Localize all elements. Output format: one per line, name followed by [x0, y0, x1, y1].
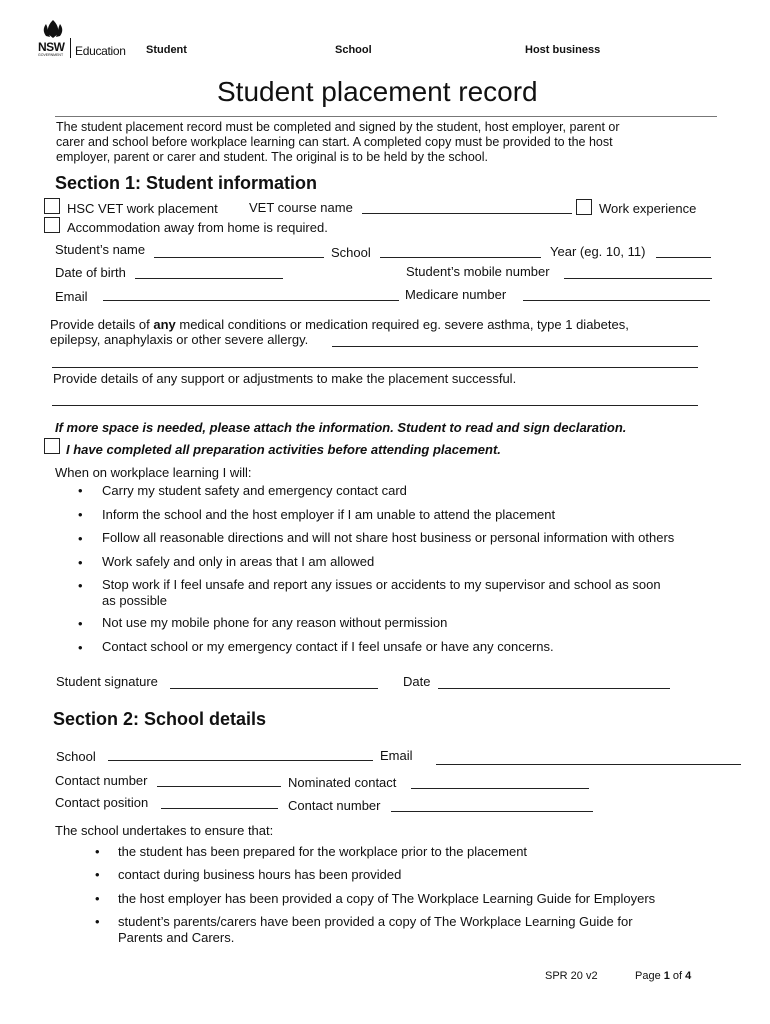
year-field[interactable] [656, 257, 711, 258]
list-item: Carry my student safety and emergency contact card [102, 483, 407, 498]
intro-line-2: carer and school before workplace learning can start. A completed copy must be provided to the host [56, 135, 613, 149]
bullet-icon: • [95, 891, 100, 906]
work-experience-label: Work experience [599, 201, 697, 216]
list-item: student’s parents/carers have been provided a copy of The Workplace Learning Guide for [118, 914, 633, 929]
logo-divider [70, 38, 71, 58]
work-experience-checkbox[interactable] [576, 199, 592, 215]
contact-number-label: Contact number [55, 773, 148, 788]
header-host-business: Host business [525, 44, 601, 56]
accommodation-label: Accommodation away from home is required. [67, 220, 328, 235]
undertakes-label: The school undertakes to ensure that: [55, 823, 274, 838]
when-on-label: When on workplace learning I will: [55, 465, 252, 480]
prep-done-checkbox[interactable] [44, 438, 60, 454]
dob-field[interactable] [135, 278, 283, 279]
medical-field-2[interactable] [52, 367, 698, 368]
email-field[interactable] [103, 300, 399, 301]
school-field[interactable] [380, 257, 541, 258]
bullet-icon: • [78, 507, 83, 522]
page-title: Student placement record [217, 76, 538, 107]
bullet-icon: • [95, 867, 100, 882]
section1-heading: Section 1: Student information [55, 173, 318, 193]
header-student: Student [146, 44, 187, 56]
nominated-contact-label: Nominated contact [288, 775, 397, 790]
logo-education-text: Education [75, 44, 126, 58]
logo-government-text: GOVERNMENT [38, 53, 64, 57]
list-item: Stop work if I feel unsafe and report any issues or accidents to my supervisor and school as soon [102, 577, 661, 592]
bullet-icon: • [78, 616, 83, 631]
support-prompt: Provide details of any support or adjustments to make the placement successful. [53, 371, 517, 386]
section2-heading: Section 2: School details [53, 709, 267, 729]
contact-number-2-label: Contact number [288, 798, 381, 813]
bullet-icon: • [95, 914, 100, 929]
hsc-vet-checkbox[interactable] [44, 198, 60, 214]
student-signature-label: Student signature [56, 674, 158, 689]
students-name-label: Student’s name [55, 242, 146, 257]
title-rule [55, 116, 717, 117]
medicare-field[interactable] [523, 300, 710, 301]
mobile-label: Student’s mobile number [406, 264, 550, 279]
footer-code: SPR 20 v2 [545, 970, 598, 982]
bullet-icon: • [95, 844, 100, 859]
school-details-email-field[interactable] [436, 764, 741, 765]
list-item: contact during business hours has been provided [118, 867, 402, 882]
student-signature-field[interactable] [170, 688, 378, 689]
mobile-field[interactable] [564, 278, 712, 279]
nominated-contact-field[interactable] [411, 788, 589, 789]
vet-course-field[interactable] [362, 213, 572, 214]
bullet-icon: • [78, 531, 83, 546]
year-label: Year (eg. 10, 11) [550, 244, 646, 259]
list-item: the host employer has been provided a copy of The Workplace Learning Guide for Employers [118, 891, 656, 906]
logo-nsw-text: NSW [38, 40, 65, 54]
list-item: the student has been prepared for the workplace prior to the placement [118, 844, 528, 859]
accommodation-checkbox[interactable] [44, 217, 60, 233]
bullet-icon: • [78, 483, 83, 498]
bullet-icon: • [78, 640, 83, 655]
students-name-field[interactable] [154, 257, 324, 258]
list-item-continuation: Parents and Carers. [118, 930, 235, 945]
email-label: Email [55, 289, 88, 304]
support-field[interactable] [52, 405, 698, 406]
medical-prompt-line2: epilepsy, anaphylaxis or other severe allergy. [50, 332, 309, 347]
intro-line-3: employer, parent or carer and student. The original is to be held by the school. [56, 150, 488, 164]
vet-course-label: VET course name [249, 200, 353, 215]
list-item: Inform the school and the host employer if I am unable to attend the placement [102, 507, 556, 522]
student-date-label: Date [403, 674, 431, 689]
dob-label: Date of birth [55, 265, 126, 280]
contact-number-2-field[interactable] [391, 811, 593, 812]
waratah-icon [38, 18, 68, 40]
school-details-school-field[interactable] [108, 760, 373, 761]
medicare-label: Medicare number [405, 287, 507, 302]
list-item: Work safely and only in areas that I am allowed [102, 554, 375, 569]
list-item: Not use my mobile phone for any reason without permission [102, 615, 448, 630]
student-date-field[interactable] [438, 688, 670, 689]
prep-done-label: I have completed all preparation activities before attending placement. [66, 442, 501, 457]
space-note: If more space is needed, please attach the information. Student to read and sign declaration. [55, 420, 627, 435]
list-item: Contact school or my emergency contact if I feel unsafe or have any concerns. [102, 639, 554, 654]
school-details-school-label: School [56, 749, 96, 764]
bullet-icon: • [78, 578, 83, 593]
list-item: Follow all reasonable directions and will not share host business or personal information with others [102, 530, 675, 545]
intro-line-1: The student placement record must be completed and signed by the student, host employer, parent or [56, 120, 620, 134]
bullet-icon: • [78, 555, 83, 570]
header-school: School [335, 44, 372, 56]
hsc-vet-label: HSC VET work placement [67, 201, 218, 216]
school-details-email-label: Email [380, 748, 413, 763]
contact-number-field[interactable] [157, 786, 281, 787]
medical-prompt: Provide details of any medical conditions or medication required eg. severe asthma, type 1 diabetes, [50, 317, 629, 332]
contact-position-label: Contact position [55, 795, 149, 810]
list-item-continuation: as possible [102, 593, 168, 608]
school-label: School [331, 245, 371, 260]
contact-position-field[interactable] [161, 808, 278, 809]
footer-page-number: Page 1 of 4 [635, 970, 692, 982]
medical-field-1[interactable] [332, 346, 698, 347]
